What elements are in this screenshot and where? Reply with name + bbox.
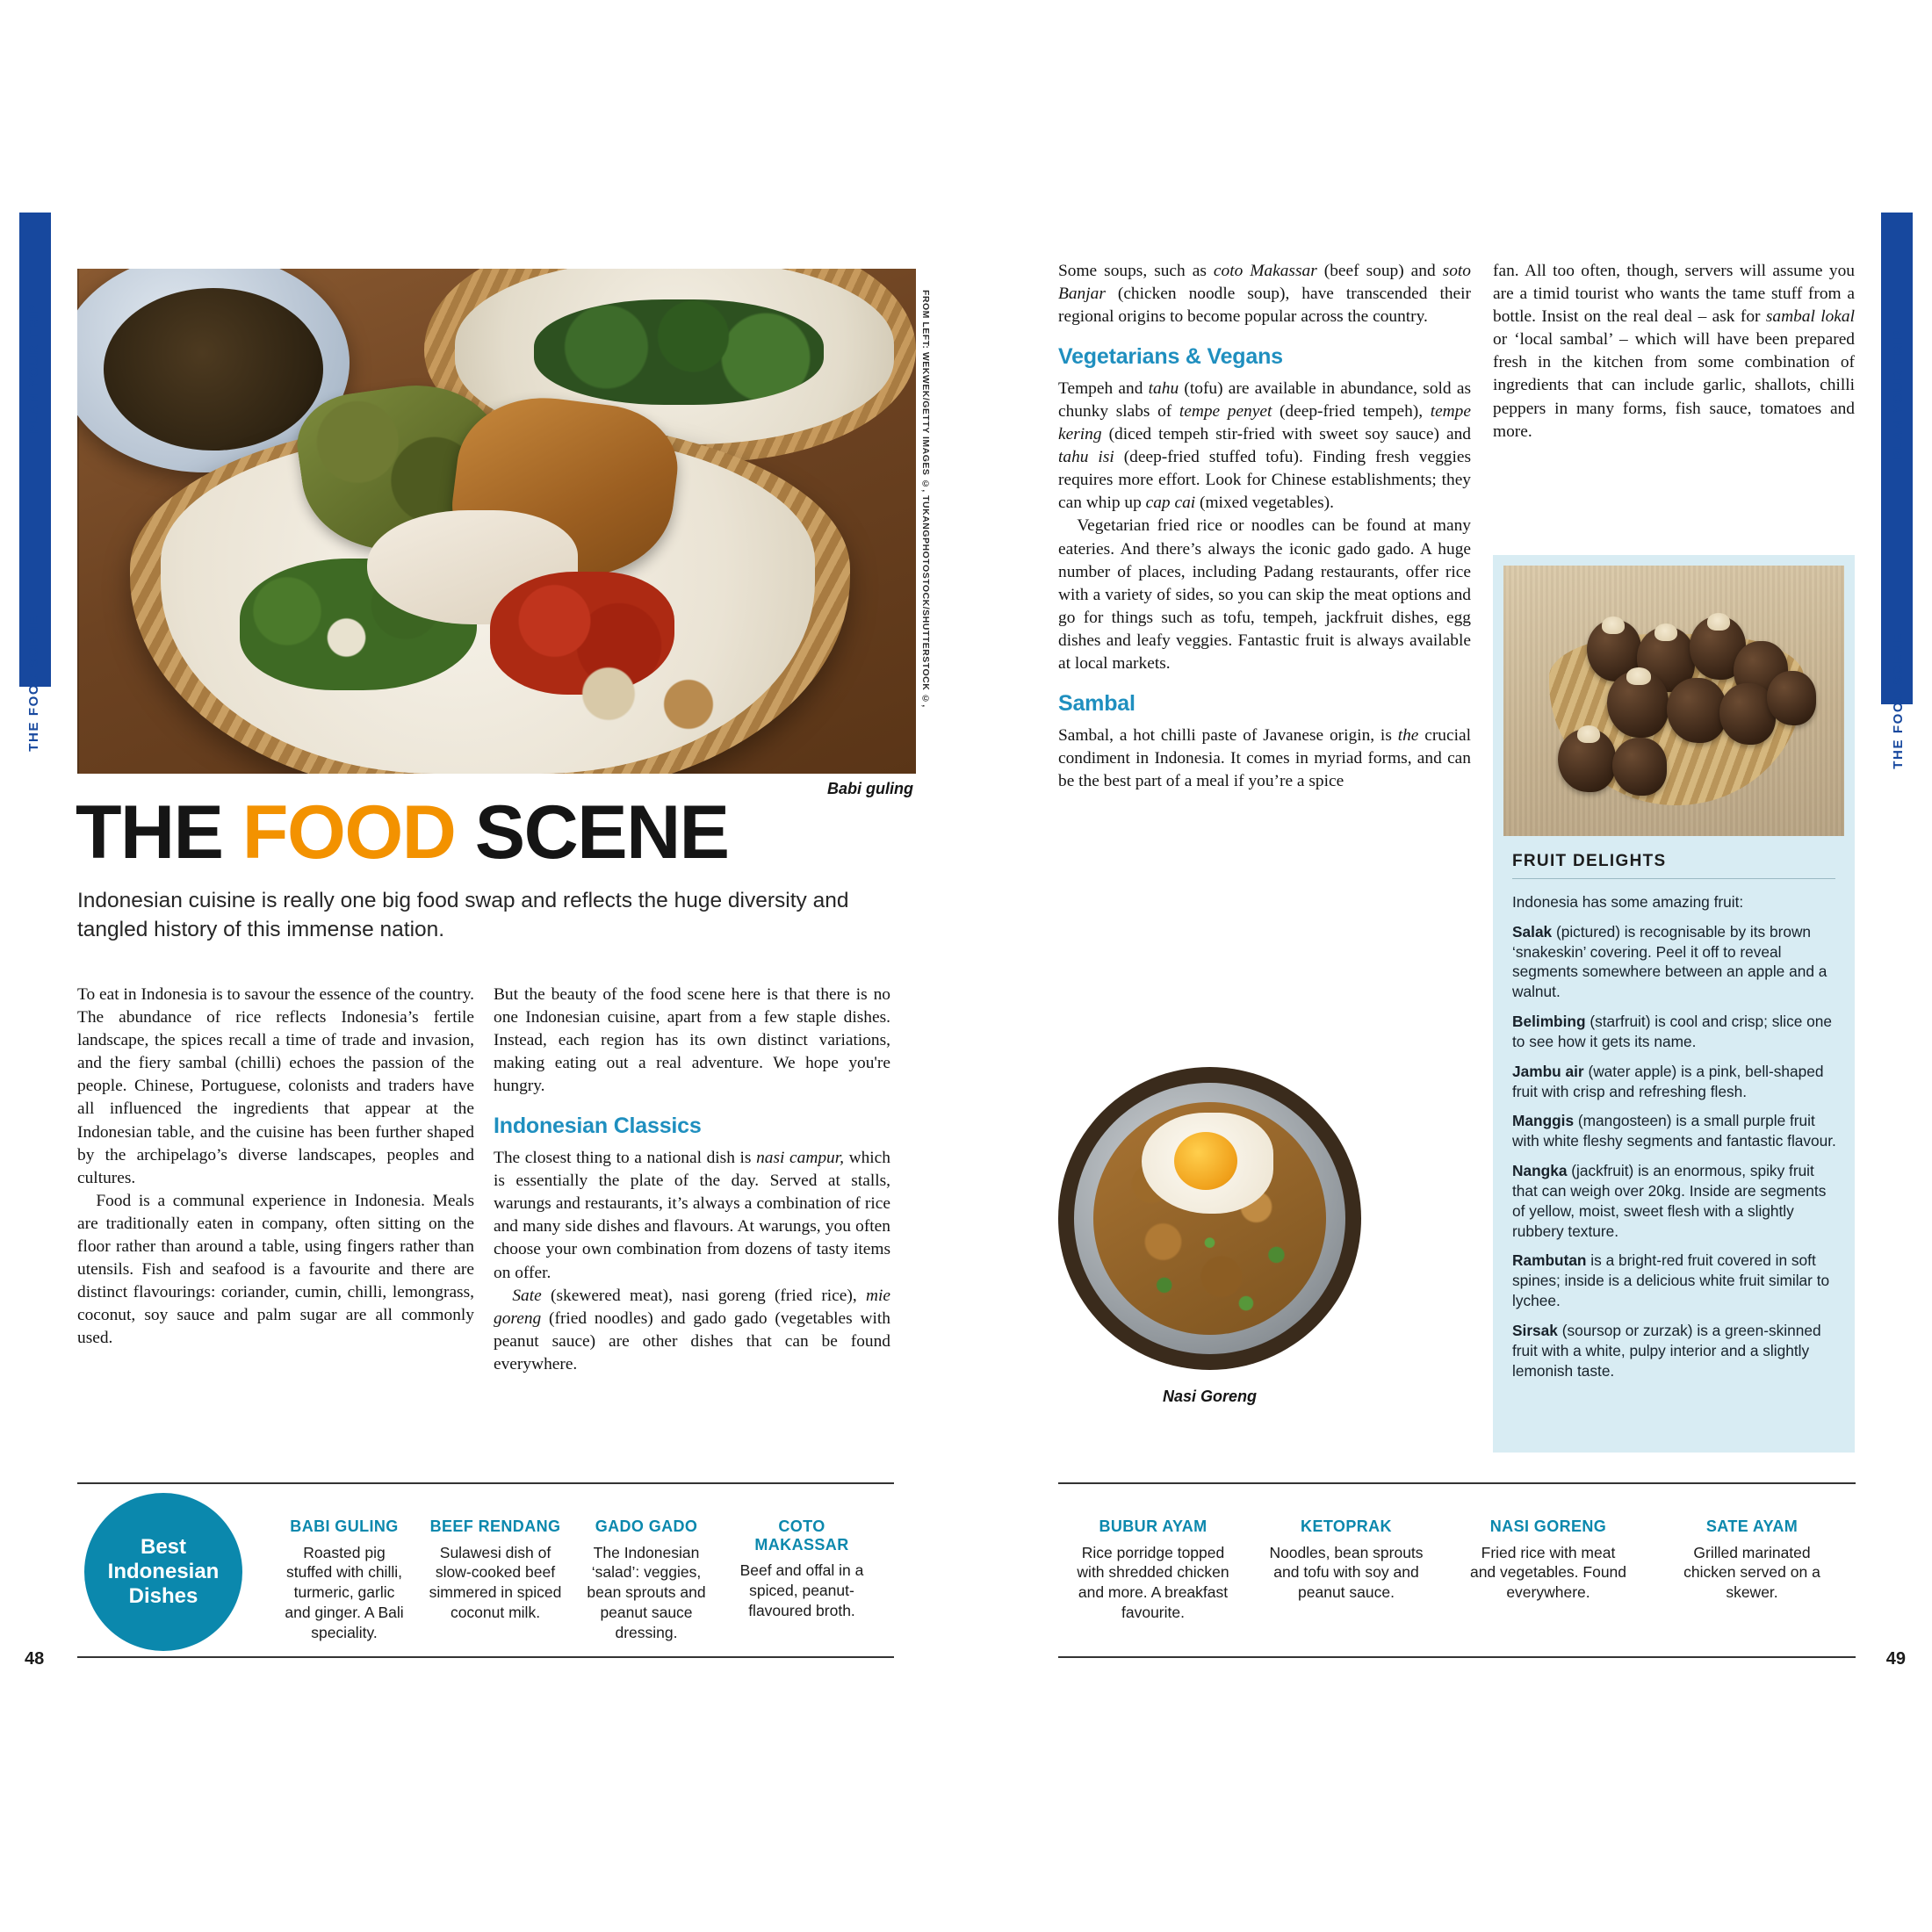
fruit-desc: (pictured) is recognisable by its brown ‘snakeskin’ covering. Peel it off to reveal segments somewhere between an apple and a walnut. [1512, 922, 1827, 1001]
subheading-vegetarians-and-vegans: Vegetarians & Vegans [1058, 344, 1283, 370]
standfirst: Indonesian cuisine is really one big food swap and reflects the huge diversity and tangled history of this immense nation. [77, 889, 849, 941]
fruit-item [1512, 1111, 1839, 1151]
page-title-part2: SCENE [455, 790, 729, 875]
sidebar-intro: Indonesia has some amazing fruit: [1512, 893, 1744, 911]
dish-nasi-goreng [1468, 1517, 1628, 1603]
paragraph: Sambal, a hot chilli paste of Javanese origin, is the crucial condiment in Indonesia. It comes in myriad forms, and can be the best part of a meal if you’re a spice [1058, 725, 1471, 790]
dish-description: Noodles, bean sprouts and tofu with soy and peanut sauce. [1269, 1543, 1424, 1602]
fruit-item [1512, 1161, 1839, 1241]
photo-salak [1503, 566, 1844, 836]
sidebar-fruit-delights [1493, 555, 1855, 1453]
paragraph: Tempeh and tahu (tofu) are available in abundance, sold as chunky slabs of tempe penyet (deep-fried tempeh), tempe kering (diced tempeh stir-fried with sweet soy sauce) and tahu isi (deep-fried stuffed tofu). Finding fresh veggies requires more effort. Look for Chinese establishments; they can whip up cap cai (mixed vegetables). [1058, 378, 1471, 513]
paragraph: The closest thing to a national dish is nasi campur, which is essentially the plate of the day. Served at stalls, warungs and restaurants, it’s always a combination of rice and many side dishes and flavours. At warungs, you often choose your own combination from dozens of tasty items on offer. [494, 1149, 890, 1282]
side-label-plan-your-trip-left: PLAN YOUR TRIP [26, 303, 41, 434]
dish-name: GADO GADO [595, 1517, 698, 1535]
dish-name: KETOPRAK [1301, 1517, 1392, 1535]
fruit-desc: (jackfruit) is an enormous, spiky fruit that can weigh over 20kg. Inside are segments of yellow, moist, sweet flesh with a slightly rubbery texture. [1512, 1162, 1827, 1240]
fruit-item [1512, 922, 1839, 1002]
dish-name: BEEF RENDANG [429, 1517, 561, 1535]
sidebar-title: FRUIT DELIGHTS [1512, 852, 1667, 870]
fruit-desc: (water apple) is a pink, bell-shaped fruit with crisp and refreshing flesh. [1512, 1062, 1824, 1100]
fruit-name: Nangka [1512, 1162, 1568, 1180]
dish-name: SATE AYAM [1705, 1517, 1799, 1535]
paragraph: fan. All too often, though, servers will assume you are a timid tourist who wants the tame stuff from a bottle. Insist on the real deal – ask for sambal lokal or ‘local sambal’ – which will have been prepared fresh in the kitchen from some combination of ingredients that can include garlic, shallots, chilli peppers in many forms, fish sauce, tomatoes and more. [1493, 262, 1855, 441]
fruit-name: Belimbing [1512, 1013, 1586, 1031]
fruit-name: Salak [1512, 922, 1553, 941]
fruit-desc: (mangosteen) is a small purple fruit with white fleshy segments and fantastic flavour. [1512, 1112, 1836, 1150]
page-number-right: 49 [1885, 1649, 1906, 1669]
best-dishes-badge: Best Indonesian Dishes [84, 1493, 242, 1651]
side-label-the-food-scene-left: THE FOOD SCENE [26, 615, 41, 752]
sidebar-divider [1512, 878, 1835, 879]
paragraph: To eat in Indonesia is to savour the essence of the country. The abundance of rice reflects Indonesia’s fertile landscape, the spices recall a time of trade and invasion, and the fiery sambal (chilli) echoes the passion of the people. Chinese, Portuguese, colonists and traders have all influenced the ingredients that appear at the Indonesian table, and the cuisine has been further shaped by the archipelago’s diverse landscapes, peoples and cultures. [77, 985, 474, 1187]
dish-name: NASI GORENG [1489, 1517, 1607, 1535]
page-title-part1: THE [76, 790, 242, 875]
photo-nasi-goreng [1058, 1067, 1361, 1370]
dish-description: Rice porridge topped with shredded chicken and more. A breakfast favourite. [1077, 1543, 1229, 1621]
paragraph: Food is a communal experience in Indonesia. Meals are traditionally eaten in company, often sitting on the floor rather than around a table, using fingers rather than utensils. Fish and seafood is a favourite and there are distinct flavourings: coriander, cumin, chilli, lemongrass, coconut, soy sauce and palm sugar are all commonly used. [77, 1191, 474, 1348]
hero-photo-caption: Babi guling [827, 780, 913, 797]
dish-description: Sulawesi dish of slow-cooked beef simmered in spiced coconut milk. [429, 1543, 562, 1621]
dish-name: COTO MAKASSAR [754, 1517, 849, 1554]
paragraph: Some soups, such as coto Makassar (beef soup) and soto Banjar (chicken noodle soup), have transcended their regional origins to become popular across the country. [1058, 262, 1471, 327]
page-number-left: 48 [25, 1649, 45, 1669]
dish-ketoprak [1265, 1517, 1428, 1603]
dish-description: Beef and offal in a spiced, peanut-flavoured broth. [739, 1561, 864, 1619]
dish-description: Fried rice with meat and vegetables. Found everywhere. [1469, 1543, 1627, 1602]
fruit-item [1512, 1012, 1839, 1052]
body-column-2 [494, 984, 890, 1376]
dish-description: Grilled marinated chicken served on a skewer. [1683, 1543, 1820, 1602]
photo-caption-nasi-goreng: Nasi Goreng [1162, 1388, 1258, 1405]
fruit-item [1512, 1062, 1839, 1102]
fruit-desc: (starfruit) is cool and crisp; slice one to see how it gets its name. [1512, 1013, 1832, 1050]
body-column-4 [1493, 260, 1855, 443]
dish-name: BUBUR AYAM [1099, 1517, 1208, 1535]
side-label-plan-your-trip-right: PLAN YOUR TRIP [1891, 329, 1906, 460]
dish-name: BABI GULING [290, 1517, 399, 1535]
dish-description: Roasted pig stuffed with chilli, turmeric, garlic and ginger. A Bali speciality. [285, 1543, 404, 1641]
paragraph: Vegetarian fried rice or noodles can be found at many eateries. And there’s always the iconic gado gado. A huge number of places, including Padang restaurants, offer rice with a variety of sides, so you can skip the meat options and go for things such as tofu, tempeh, jackfruit dishes, egg dishes and leafy veggies. Fantastic fruit is always available at local markets. [1058, 516, 1471, 674]
page-title-accent: FOOD [242, 790, 456, 875]
fruit-name: Jambu air [1512, 1062, 1584, 1080]
fruit-desc: (soursop or zurzak) is a green-skinned fruit with a white, pulpy interior and a slightly lemonish taste. [1512, 1321, 1821, 1380]
dish-bubur-ayam [1071, 1517, 1235, 1623]
dish-gado-gado [581, 1517, 711, 1642]
dish-sate-ayam [1670, 1517, 1834, 1603]
dish-beef-rendang [429, 1517, 562, 1623]
photo-credit: FROM LEFT: WEKWEK/GETTY IMAGES ©, TUKANGPHOTOSTOCK/SHUTTERSTOCK ©, [920, 290, 931, 708]
subheading-sambal: Sambal [1058, 691, 1135, 717]
body-column-3 [1058, 260, 1471, 793]
fruit-item [1512, 1321, 1839, 1381]
fruit-name: Rambutan [1512, 1251, 1587, 1270]
side-label-the-food-scene-right: THE FOOD SCENE [1891, 632, 1906, 769]
dish-description: The Indonesian ‘salad’: veggies, bean sprouts and peanut sauce dressing. [587, 1543, 706, 1641]
paragraph: But the beauty of the food scene here is that there is no one Indonesian cuisine, apart from a few staple dishes. Instead, each region has its own distinct variations, making eating out a real adventure. We hope you're hungry. [494, 985, 890, 1096]
sidebar-body [1512, 892, 1839, 1390]
dish-babi-guling [279, 1517, 409, 1642]
fruit-name: Manggis [1512, 1112, 1575, 1130]
subheading-indonesian-classics: Indonesian Classics [494, 1114, 702, 1139]
fruit-item [1512, 1251, 1839, 1310]
body-column-1 [77, 984, 474, 1351]
hero-photo-babi-guling [77, 269, 916, 774]
fruit-desc: is a bright-red fruit covered in soft spines; inside is a delicious white fruit similar to lychee. [1512, 1251, 1830, 1310]
dish-coto-makassar [736, 1517, 868, 1621]
fruit-name: Sirsak [1512, 1321, 1558, 1339]
page-title [76, 790, 936, 875]
paragraph: Sate (skewered meat), nasi goreng (fried rice), mie goreng (fried noodles) and gado gado (vegetables with peanut sauce) are other dishes that can be found everywhere. [494, 1286, 890, 1373]
